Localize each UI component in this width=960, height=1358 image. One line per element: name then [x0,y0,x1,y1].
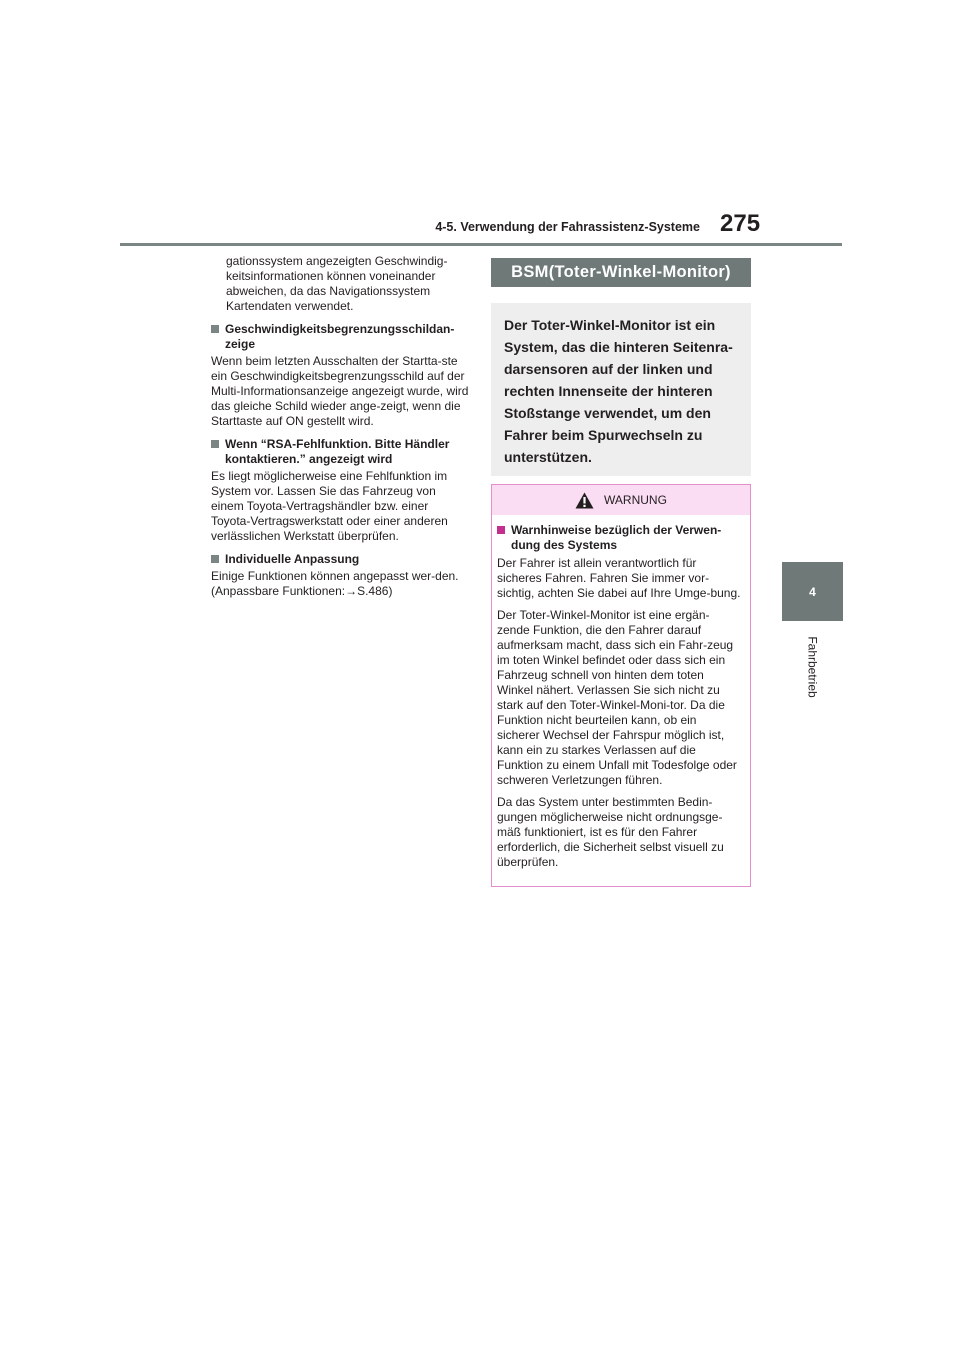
section-heading [211,437,469,467]
page-number: 275 [720,210,761,237]
section-heading-text: Wenn “RSA-Fehlfunktion. Bitte Händler kontaktieren.” angezeigt wird [225,437,450,466]
chapter-tab [782,562,843,621]
left-column [211,254,469,607]
warning-paragraph: Der Fahrer ist allein verantwortlich für sicheres Fahren. Fahren Sie immer vor-sichtig, achten Sie dabei auf Ihre Umge-bung. [497,556,741,600]
left-section [211,552,469,599]
warning-header [492,485,750,515]
chapter-number: 4 [809,584,816,599]
chapter-label: Fahrbetrieb [805,636,820,698]
square-bullet-icon [211,440,219,448]
section-banner: BSM(Toter-Winkel-Monitor) [491,258,751,287]
warning-triangle-icon [575,492,594,509]
square-bullet-icon [497,526,505,534]
warning-heading-text: Warnhinweise bezüglich der Verwen-dung des Systems [511,523,722,552]
section-header-title: 4-5. Verwendung der Fahrassistenz-Systeme [435,220,700,234]
intro-continuation: gationssystem angezeigten Geschwindig-keitsinformationen können voneinander abweichen, da das Navigationssystem Kartendaten verwendet. [226,254,448,313]
intro-box: Der Toter-Winkel-Monitor ist ein System, das die hinteren Seitenra-darsensoren auf der linken und rechten Innenseite der hinteren Stoßstange verwendet, um den Fahrer beim Spurwechseln zu unterstützen. [491,303,751,476]
right-column [491,258,751,887]
chapter-side-label [782,632,843,702]
warning-box [491,484,751,887]
warning-heading [497,523,741,553]
section-body: Es liegt möglicherweise eine Fehlfunktion im System vor. Lassen Sie das Fahrzeug von einem Toyota-Vertragshändler bzw. einer Toyota-Vertragswerkstatt oder einer anderen verlässlichen Werkstatt überprüfen. [211,469,448,543]
section-heading-text: Geschwindigkeitsbegrenzungsschildan-zeige [225,322,455,351]
left-section [211,322,469,429]
section-heading [211,552,469,567]
header-rule [120,243,842,246]
left-section [211,437,469,544]
section-heading [211,322,469,352]
square-bullet-icon [211,325,219,333]
warning-paragraph: Der Toter-Winkel-Monitor ist eine ergän-zende Funktion, die den Fahrer darauf aufmerksam macht, dass sich ein Fahr-zeug im toten Winkel befindet oder dass sich ein Fahrzeug schnell von hinten dem toten Winkel nähert. Verlassen Sie sich nicht zu stark auf den Toter-Winkel-Moni-tor. Da die Funktion nicht beurteilen kann, ob ein sicherer Wechsel der Fahrspur möglich ist, kann ein zu starkes Verlassen auf die Funktion zu einem Unfall mit Todesfolge oder schweren Verletzungen führen. [497,608,737,787]
square-bullet-icon [211,555,219,563]
warning-paragraph: Da das System unter bestimmten Bedin-gungen möglicherweise nicht ordnungsge-mäß funktioniert, ist es für den Fahrer erforderlich, die Sicherheit selbst visuell zu überprüfen. [497,795,724,869]
section-heading-text: Individuelle Anpassung [225,552,360,566]
section-body: Einige Funktionen können angepasst wer-den. (Anpassbare Funktionen:→S.486) [211,569,459,598]
warning-label: WARNUNG [604,492,667,507]
warning-body [492,515,750,886]
section-body: Wenn beim letzten Ausschalten der Startta-ste ein Geschwindigkeitsbegrenzungsschild auf der Multi-Informationsanzeige angezeigt wurde, wird das gleiche Schild wieder ange-zeigt, wenn die Starttaste auf ON gestellt wird. [211,354,469,428]
